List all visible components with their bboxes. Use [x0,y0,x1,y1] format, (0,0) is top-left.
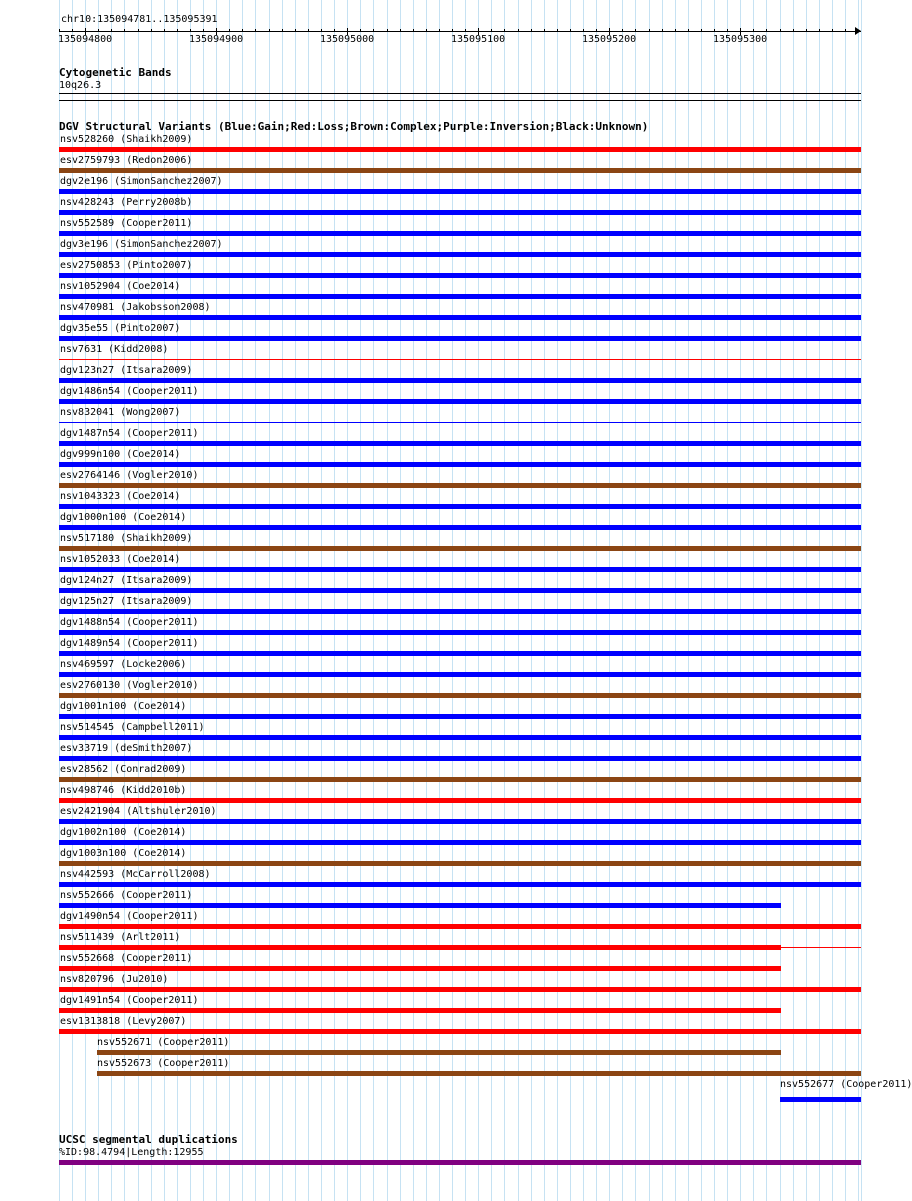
grid-line [570,0,571,1201]
variant-bar[interactable] [59,693,861,698]
variant-label[interactable]: nsv1043323 (Coe2014) [60,491,181,502]
variant-bar[interactable] [59,1029,861,1034]
grid-line [766,0,767,1201]
grid-line [308,0,309,1201]
variant-label[interactable]: dgv1488n54 (Cooper2011) [60,617,199,628]
ruler-minor-tick [177,29,178,32]
variant-label[interactable]: dgv124n27 (Itsara2009) [60,575,193,586]
variant-label[interactable]: nsv552666 (Cooper2011) [60,890,193,901]
ruler-minor-tick [570,29,571,32]
ruler-tick-label: 135095200 [582,34,637,45]
grid-line [557,0,558,1201]
grid-line [609,0,610,1201]
ruler-minor-tick [845,29,846,32]
variant-bar[interactable] [59,422,861,423]
cytoband-bar-top [59,93,861,94]
variant-bar[interactable] [59,504,861,509]
variant-bar[interactable] [59,588,861,593]
variant-bar[interactable] [59,315,861,320]
variant-bar[interactable] [97,1071,861,1076]
variant-label[interactable]: nsv832041 (Wong2007) [60,407,181,418]
variant-label[interactable]: esv2760130 (Vogler2010) [60,680,199,691]
ruler-minor-tick [360,29,361,32]
variant-bar[interactable] [59,714,861,719]
variant-bar[interactable] [59,567,861,572]
variant-label[interactable]: dgv125n27 (Itsara2009) [60,596,193,607]
ruler-minor-tick [72,29,73,32]
grid-line [662,0,663,1201]
variant-label[interactable]: nsv552671 (Cooper2011) [97,1037,230,1048]
variant-bar[interactable] [97,1050,781,1055]
variant-label[interactable]: dgv1003n100 (Coe2014) [60,848,187,859]
variant-label[interactable]: dgv999n100 (Coe2014) [60,449,181,460]
grid-line [675,0,676,1201]
ruler-minor-tick [282,29,283,32]
grid-line [714,0,715,1201]
ruler-minor-tick [295,29,296,32]
variant-label[interactable]: nsv511439 (Arlt2011) [60,932,181,943]
variant-bar[interactable] [59,756,861,761]
grid-line [491,0,492,1201]
ruler-minor-tick [622,29,623,32]
variant-label[interactable]: nsv528260 (Shaikh2009) [60,134,193,145]
grid-line [360,0,361,1201]
variant-bar[interactable] [59,651,861,656]
ruler-minor-tick [714,29,715,32]
variant-bar[interactable] [59,987,861,992]
grid-line [793,0,794,1201]
ruler-minor-tick [347,29,348,32]
segdup-bar[interactable] [59,1160,861,1165]
ruler-minor-tick [662,29,663,32]
variant-label[interactable]: nsv1052033 (Coe2014) [60,554,181,565]
variant-bar[interactable] [59,546,861,551]
grid-line [635,0,636,1201]
ruler-minor-tick [544,29,545,32]
variant-label[interactable]: nsv498746 (Kidd2010b) [60,785,187,796]
ruler-minor-tick [557,29,558,32]
ruler-minor-tick [583,29,584,32]
grid-line [269,0,270,1201]
variant-label[interactable]: dgv1001n100 (Coe2014) [60,701,187,712]
variant-bar[interactable] [59,672,861,677]
variant-bar[interactable] [59,336,861,341]
ruler-minor-tick [793,29,794,32]
grid-line [531,0,532,1201]
ruler-minor-tick [452,29,453,32]
variant-label[interactable]: dgv3e196 (SimonSanchez2007) [60,239,223,250]
ruler-minor-tick [596,29,597,32]
variant-label[interactable]: dgv1486n54 (Cooper2011) [60,386,199,397]
grid-line [465,0,466,1201]
variant-label[interactable]: nsv552673 (Cooper2011) [97,1058,230,1069]
variant-label[interactable]: nsv442593 (McCarroll2008) [60,869,211,880]
ruler-minor-tick [439,29,440,32]
grid-line [295,0,296,1201]
ruler-minor-tick [806,29,807,32]
variant-label[interactable]: nsv552668 (Cooper2011) [60,953,193,964]
ruler-minor-tick [491,29,492,32]
ruler-minor-tick [832,29,833,32]
ruler-minor-tick [701,29,702,32]
variant-bar[interactable] [59,462,861,467]
cytoband-label[interactable]: 10q26.3 [59,80,102,91]
variant-bar[interactable] [59,798,861,803]
variant-bar[interactable] [59,882,861,887]
ruler-minor-tick [111,29,112,32]
cytoband-bar-bottom [59,100,861,101]
ruler-minor-tick [203,29,204,32]
grid-line [780,0,781,1201]
ruler-minor-tick [688,29,689,32]
ruler-minor-tick [138,29,139,32]
dgv-track-title: DGV Structural Variants (Blue:Gain;Red:Loss;Brown:Complex;Purple:Inversion;Black:Unknown) [59,120,649,133]
grid-line [347,0,348,1201]
ruler-minor-tick [727,29,728,32]
variant-label[interactable]: nsv820796 (Ju2010) [60,974,169,985]
variant-bar[interactable] [780,1097,861,1102]
ruler-position: chr10:135094781..135095391 [61,14,218,25]
variant-bar[interactable] [59,609,861,614]
grid-line [242,0,243,1201]
ruler-minor-tick [465,29,466,32]
ruler-minor-tick [269,29,270,32]
grid-line [229,0,230,1201]
variant-label[interactable]: dgv2e196 (SimonSanchez2007) [60,176,223,187]
grid-line [426,0,427,1201]
grid-line [753,0,754,1201]
ruler-minor-tick [124,29,125,32]
grid-line [740,0,741,1201]
ruler-minor-tick [766,29,767,32]
grid-line [544,0,545,1201]
variant-label[interactable]: nsv517180 (Shaikh2009) [60,533,193,544]
grid-line [400,0,401,1201]
ruler-tick-label: 135094800 [58,34,113,45]
variant-label[interactable]: dgv1000n100 (Coe2014) [60,512,187,523]
variant-label[interactable]: esv2759793 (Redon2006) [60,155,193,166]
grid-line [832,0,833,1201]
variant-bar[interactable] [59,819,861,824]
grid-line [439,0,440,1201]
variant-label[interactable]: esv1313818 (Levy2007) [60,1016,187,1027]
ruler-minor-tick [98,29,99,32]
variant-bar[interactable] [59,924,861,929]
ruler-minor-tick [400,29,401,32]
variant-label[interactable]: esv2764146 (Vogler2010) [60,470,199,481]
variant-label[interactable]: dgv1491n54 (Cooper2011) [60,995,199,1006]
ruler-minor-tick [255,29,256,32]
variant-bar[interactable] [59,966,781,971]
grid-line [518,0,519,1201]
ruler-minor-tick [780,29,781,32]
grid-line [649,0,650,1201]
grid-line [321,0,322,1201]
ruler-minor-tick [649,29,650,32]
ruler-minor-tick [151,29,152,32]
variant-label[interactable]: nsv552589 (Cooper2011) [60,218,193,229]
ruler-minor-tick [387,29,388,32]
ruler-minor-tick [426,29,427,32]
ruler-minor-tick [675,29,676,32]
variant-bar[interactable] [59,840,861,845]
variant-label[interactable]: esv2421904 (Altshuler2010) [60,806,217,817]
grid-line [504,0,505,1201]
variant-bar[interactable] [59,252,861,257]
grid-line [583,0,584,1201]
grid-line [334,0,335,1201]
variant-bar[interactable] [59,1008,781,1013]
variant-label[interactable]: esv28562 (Conrad2009) [60,764,187,775]
ruler-minor-tick [504,29,505,32]
variant-bar[interactable] [59,483,861,488]
variant-bar[interactable] [59,399,861,404]
ruler-tick-label: 135095300 [713,34,768,45]
ruler-minor-tick [334,29,335,32]
ruler-arrow-icon [855,27,861,35]
variant-label[interactable]: dgv1490n54 (Cooper2011) [60,911,199,922]
variant-bar[interactable] [59,147,861,152]
variant-label[interactable]: dgv1487n54 (Cooper2011) [60,428,199,439]
ruler-minor-tick [609,29,610,32]
variant-label[interactable]: dgv1002n100 (Coe2014) [60,827,187,838]
variant-label[interactable]: dgv1489n54 (Cooper2011) [60,638,199,649]
grid-line [255,0,256,1201]
grid-line [622,0,623,1201]
ruler-minor-tick [190,29,191,32]
grid-line [819,0,820,1201]
variant-bar[interactable] [59,630,861,635]
ruler-minor-tick [740,29,741,32]
ruler-minor-tick [753,29,754,32]
variant-label[interactable]: esv33719 (deSmith2007) [60,743,193,754]
ruler-tick-label: 135095000 [320,34,375,45]
ruler-minor-tick [308,29,309,32]
grid-line [413,0,414,1201]
ruler-minor-tick [635,29,636,32]
variant-bar[interactable] [59,359,861,360]
grid-line [806,0,807,1201]
variant-bar[interactable] [59,903,781,908]
variant-bar[interactable] [59,189,861,194]
ruler-minor-tick [164,29,165,32]
variant-bar[interactable] [59,231,861,236]
variant-bar[interactable] [59,378,861,383]
grid-line [373,0,374,1201]
ruler-minor-tick [413,29,414,32]
variant-label[interactable]: nsv1052904 (Coe2014) [60,281,181,292]
grid-line [478,0,479,1201]
variant-label[interactable]: dgv123n27 (Itsara2009) [60,365,193,376]
variant-label[interactable]: esv2750853 (Pinto2007) [60,260,193,271]
segdup-track-title: UCSC segmental duplications [59,1133,238,1146]
grid-line [858,0,859,1201]
ruler-minor-tick [59,29,60,32]
variant-label[interactable]: nsv428243 (Perry2008b) [60,197,193,208]
segdup-label[interactable]: %ID:98.4794|Length:12955 [59,1147,204,1158]
ruler-minor-tick [321,29,322,32]
ruler-minor-tick [518,29,519,32]
variant-label[interactable]: nsv469597 (Locke2006) [60,659,187,670]
grid-line [452,0,453,1201]
grid-line [688,0,689,1201]
ruler-minor-tick [478,29,479,32]
variant-bar[interactable] [59,294,861,299]
ruler-tick-label: 135094900 [189,34,244,45]
grid-line [845,0,846,1201]
ruler-minor-tick [229,29,230,32]
variant-bar[interactable] [59,168,861,173]
variant-bar[interactable] [59,210,861,215]
grid-line [387,0,388,1201]
ruler-minor-tick [85,29,86,32]
variant-bar-tail[interactable] [781,947,861,948]
variant-bar[interactable] [59,735,861,740]
grid-line [596,0,597,1201]
ruler-minor-tick [819,29,820,32]
ruler-minor-tick [373,29,374,32]
ruler-minor-tick [242,29,243,32]
ruler-minor-tick [531,29,532,32]
variant-bar[interactable] [59,273,861,278]
variant-bar[interactable] [59,945,781,950]
grid-line [282,0,283,1201]
variant-label[interactable]: nsv552677 (Cooper2011) [780,1079,912,1090]
grid-line [727,0,728,1201]
variant-label[interactable]: dgv35e55 (Pinto2007) [60,323,181,334]
grid-line [861,0,862,1201]
variant-bar[interactable] [59,777,861,782]
grid-line [701,0,702,1201]
variant-bar[interactable] [59,861,861,866]
variant-label[interactable]: nsv514545 (Campbell2011) [60,722,205,733]
variant-label[interactable]: nsv470981 (Jakobsson2008) [60,302,211,313]
variant-label[interactable]: nsv7631 (Kidd2008) [60,344,169,355]
cytoband-track-title: Cytogenetic Bands [59,66,172,79]
ruler-minor-tick [216,29,217,32]
ruler-tick-label: 135095100 [451,34,506,45]
variant-bar[interactable] [59,441,861,446]
variant-bar[interactable] [59,525,861,530]
